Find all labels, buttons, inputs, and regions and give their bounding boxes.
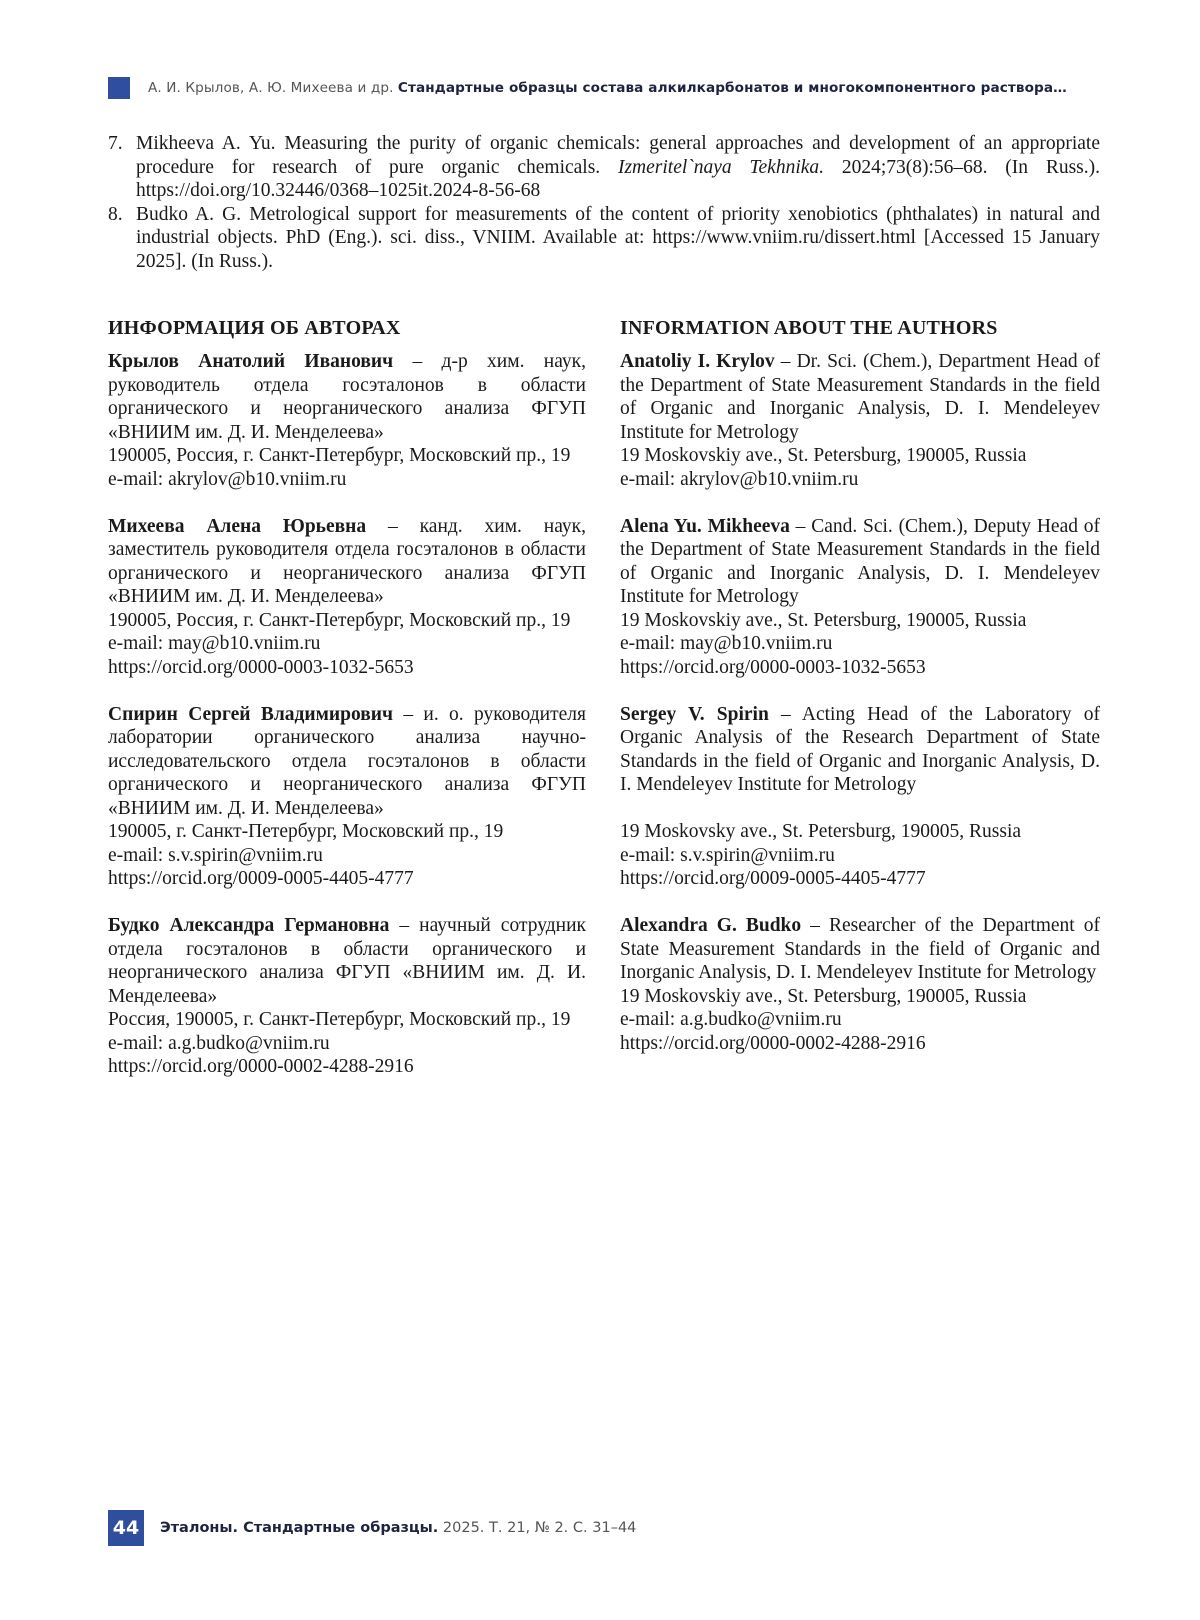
reference-text: [136, 203, 1100, 274]
reference-text-part: Mikheeva A. Yu. Measuring the purity of organic chemicals: general approaches and development of an appropriate procedure for research of pure organic chemicals.: [136, 133, 1100, 178]
author-block: [108, 703, 586, 891]
page-footer: [108, 1510, 636, 1546]
author-block: [620, 703, 1100, 891]
references-list: [108, 132, 1100, 273]
author-address: 190005, г. Санкт-Петербург, Московский пр., 19: [108, 821, 504, 842]
author-bio: [108, 350, 586, 444]
journal-name: Эталоны. Стандартные образцы.: [160, 1520, 439, 1536]
reference-text-part: 2024;73(8):56–68. (In Russ.). https://doi.org/10.32446/0368–1025it.2024-8-56-68: [136, 156, 1100, 201]
author-email[interactable]: e-mail: akrylov@b10.vniim.ru: [108, 468, 347, 490]
reference-text-part: Budko A. G. Metrological support for measurements of the content of priority xenobiotics (phthalates) in natural and industrial objects. PhD (Eng.). sci. diss., VNIIM. Available at: https://www.vniim.ru/dissert.html [Accessed 15 January 2025]. (In Russ.).: [136, 203, 1100, 272]
author-address: 19 Moskovskiy ave., St. Petersburg, 190005, Russia: [620, 609, 1027, 631]
authors-heading-ru: ИНФОРМАЦИЯ ОБ АВТОРАХ: [108, 317, 401, 339]
author-position: – и. о. руководителя лаборатории органического анализа научно-исследовательского отдела госэталонов в области органического и неорганического анализа ФГУП «ВНИИМ им. Д. И. Менделеева»: [108, 703, 586, 819]
author-orcid-link[interactable]: https://orcid.org/0000-0002-4288-2916: [108, 1056, 414, 1077]
author-email[interactable]: e-mail: may@b10.vniim.ru: [108, 633, 321, 654]
author-block: [108, 350, 586, 491]
running-head-text: [148, 80, 1067, 96]
header-authors: А. И. Крылов, А. Ю. Михеева и др.: [148, 80, 394, 96]
author-email[interactable]: e-mail: s.v.spirin@vniim.ru: [108, 844, 323, 866]
reference-text: [136, 132, 1100, 203]
author-email[interactable]: e-mail: a.g.budko@vniim.ru: [108, 1032, 330, 1054]
author-orcid-link[interactable]: https://orcid.org/0000-0002-4288-2916: [620, 1032, 926, 1054]
author-position: – Researcher of the Department of State Measurement Standards in the field of Organic and Inorganic Analysis, D. I. Mendeleyev Institute for Metrology: [620, 915, 1100, 983]
author-position: – Acting Head of the Laboratory of Organic Analysis of the Research Department of State Standards in the field of Organic and Inorganic Analysis, D. I. Mendeleyev Institute for Metrology: [620, 703, 1100, 795]
author-address: 190005, Россия, г. Санкт-Петербург, Московский пр., 19: [108, 609, 571, 631]
author-name: Alena Yu. Mikheeva: [620, 515, 790, 537]
author-email[interactable]: e-mail: akrylov@b10.vniim.ru: [620, 468, 859, 490]
author-orcid-link[interactable]: https://orcid.org/0000-0003-1032-5653: [620, 656, 926, 678]
authors-heading-en: INFORMATION ABOUT THE AUTHORS: [620, 317, 998, 339]
author-bio: [620, 350, 1100, 444]
author-block: [108, 515, 586, 680]
author-position: – Dr. Sci. (Chem.), Department Head of the Department of State Measurement Standards in the field of Organic and Inorganic Analysis, D. I. Mendeleyev Institute for Metrology: [620, 351, 1100, 443]
author-name: Будко Александра Германовна: [108, 915, 390, 936]
author-name: Крылов Анатолий Иванович: [108, 351, 394, 372]
journal-citation: [160, 1520, 636, 1536]
author-block: [108, 914, 586, 1079]
author-position: – д-р хим. наук, руководитель отдела госэталонов в области органического и неорганического анализа ФГУП «ВНИИМ им. Д. И. Менделеева»: [108, 351, 586, 443]
header-square-icon: [108, 77, 130, 99]
author-email[interactable]: e-mail: may@b10.vniim.ru: [620, 633, 833, 654]
reference-journal: Izmeritel`naya Tekhnika.: [617, 156, 825, 178]
author-bio: [108, 515, 586, 609]
blank-line: [620, 797, 1100, 821]
author-name: Михеева Алена Юрьевна: [108, 515, 367, 537]
running-head: [108, 75, 1098, 101]
author-address: 19 Moskovskiy ave., St. Petersburg, 190005, Russia: [620, 985, 1027, 1007]
authors-info-ru: [108, 316, 586, 1102]
author-bio: [620, 515, 1100, 609]
author-address: 19 Moskovsky ave., St. Petersburg, 190005, Russia: [620, 821, 1022, 842]
author-bio: [620, 914, 1100, 985]
journal-issue: 2025. Т. 21, № 2. С. 31–44: [438, 1520, 637, 1536]
author-name: Anatoliy I. Krylov: [620, 351, 775, 372]
reference-item: [108, 203, 1100, 274]
reference-number: 7.: [108, 133, 123, 154]
author-name: Alexandra G. Budko: [620, 915, 802, 936]
reference-item: [108, 132, 1100, 203]
author-orcid-link[interactable]: https://orcid.org/0000-0003-1032-5653: [108, 656, 414, 678]
author-address: 190005, Россия, г. Санкт-Петербург, Московский пр., 19: [108, 445, 571, 466]
reference-number: 8.: [108, 203, 123, 225]
author-position: – Cand. Sci. (Chem.), Deputy Head of the Department of State Measurement Standards in the field of Organic and Inorganic Analysis, D. I. Mendeleyev Institute for Metrology: [620, 515, 1100, 607]
author-address: Россия, 190005, г. Санкт-Петербург, Московский пр., 19: [108, 1009, 571, 1030]
author-bio: [108, 703, 586, 821]
author-block: [620, 515, 1100, 680]
author-name: Спирин Сергей Владимирович: [108, 703, 394, 725]
author-address: 19 Moskovskiy ave., St. Petersburg, 190005, Russia: [620, 445, 1027, 466]
author-bio: [108, 914, 586, 1008]
author-orcid-link[interactable]: https://orcid.org/0009-0005-4405-4777: [620, 868, 926, 889]
authors-info-en: [620, 316, 1100, 1079]
author-position: – канд. хим. наук, заместитель руководителя отдела госэталонов в области органического и неорганического анализа ФГУП «ВНИИМ им. Д. И. Менделеева»: [108, 515, 586, 607]
author-block: [620, 914, 1100, 1055]
author-bio: [620, 703, 1100, 797]
author-block: [620, 350, 1100, 491]
header-article-title: Стандартные образцы состава алкилкарбонатов и многокомпонентного раствора…: [397, 80, 1067, 96]
author-email[interactable]: e-mail: s.v.spirin@vniim.ru: [620, 844, 835, 866]
page-number: 44: [108, 1510, 144, 1546]
author-email[interactable]: e-mail: a.g.budko@vniim.ru: [620, 1009, 842, 1030]
author-name: Sergey V. Spirin: [620, 703, 769, 725]
author-orcid-link[interactable]: https://orcid.org/0009-0005-4405-4777: [108, 868, 414, 889]
author-position: – научный сотрудник отдела госэталонов в области органического и неорганического анализа ФГУП «ВНИИМ им. Д. И. Менделеева»: [108, 915, 587, 1007]
